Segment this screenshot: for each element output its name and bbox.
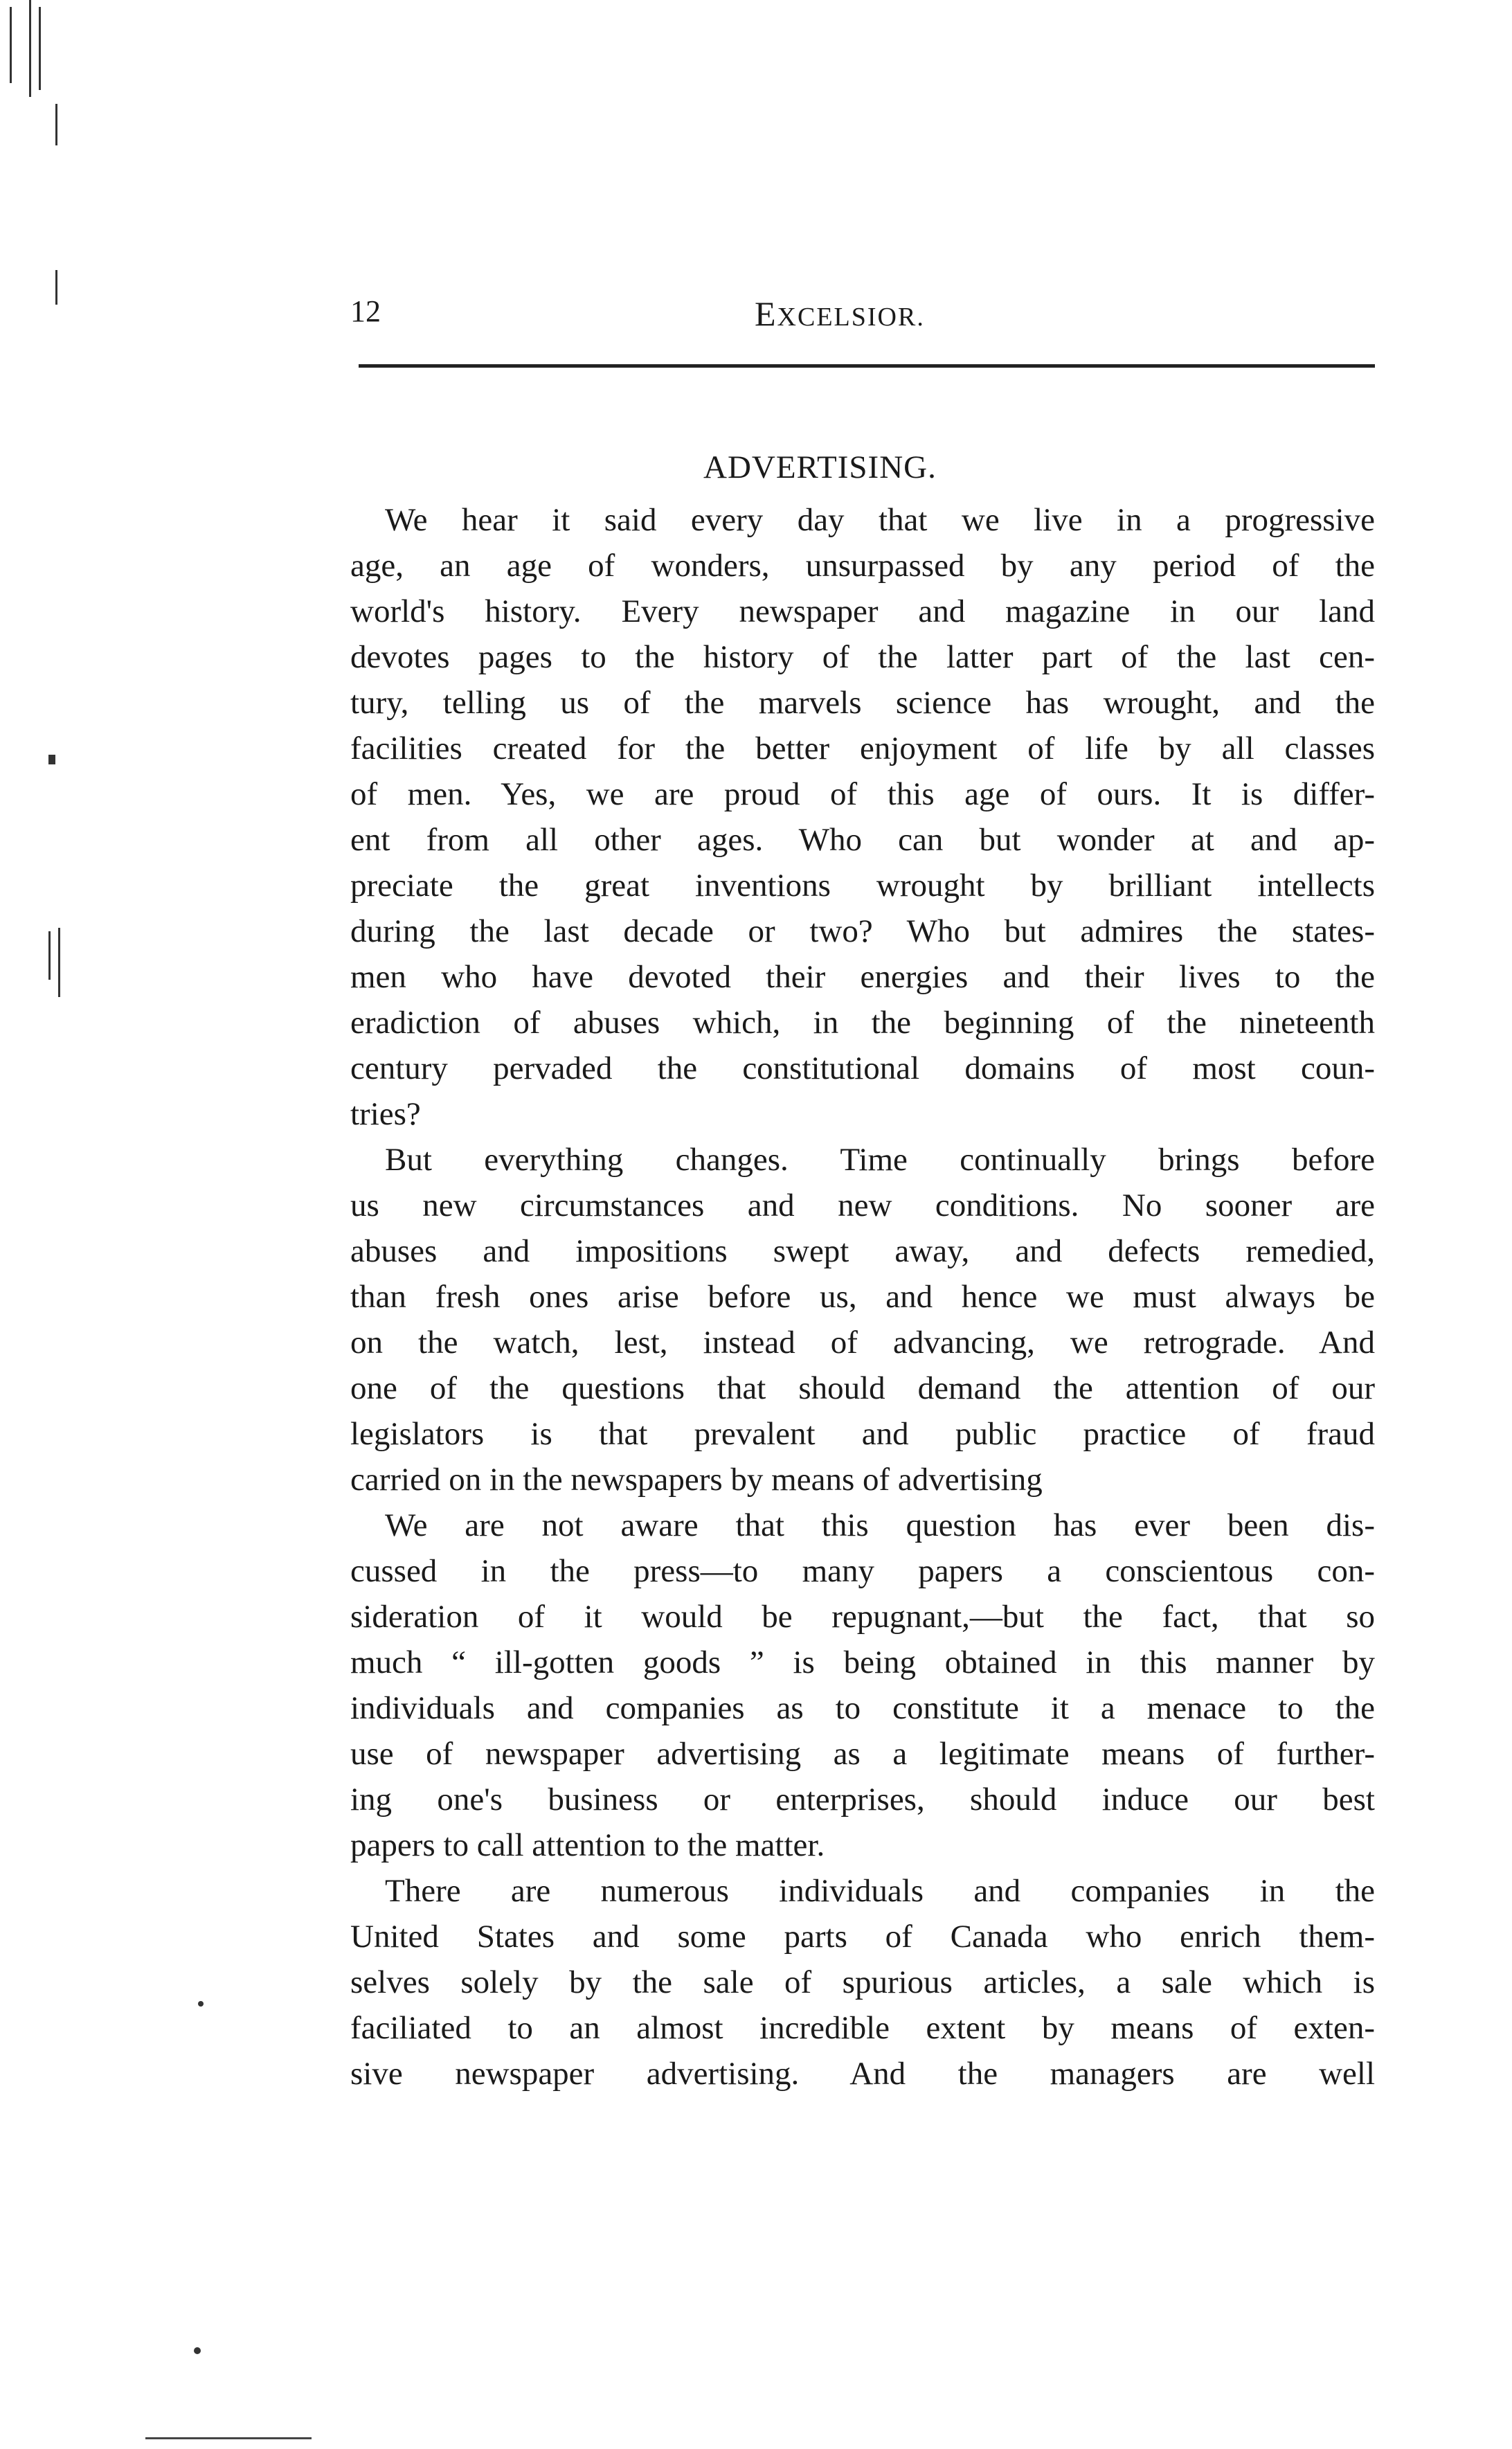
running-head-initial: E: [755, 294, 777, 333]
scan-mark: [55, 270, 57, 305]
text-line: age, an age of wonders, unsurpassed by any period of the: [350, 548, 1375, 584]
text-line: century pervaded the constitutional domains of most coun-: [350, 1050, 1375, 1086]
text-line: much “ ill-gotten goods ” is being obtained in this manner by: [350, 1644, 1375, 1680]
text-line: during the last decade or two? Who but admires the states-: [350, 913, 1375, 949]
text-line: preciate the great inventions wrought by brilliant intellects: [350, 868, 1375, 904]
scan-mark: [55, 104, 57, 145]
article-body: [350, 497, 1375, 2097]
text-line: selves solely by the sale of spurious articles, a sale which is: [350, 1964, 1375, 2000]
text-line: But everything changes. Time continually brings before: [385, 1142, 1375, 1178]
text-line: facilities created for the better enjoyment of life by all classes: [350, 730, 1375, 766]
running-head: [755, 296, 925, 331]
scan-mark: [145, 2437, 312, 2439]
text-line: than fresh ones arise before us, and hence we must always be: [350, 1279, 1375, 1315]
text-line: men who have devoted their energies and their lives to the: [350, 959, 1375, 995]
text-line: individuals and companies as to constitute it a menace to the: [350, 1690, 1375, 1726]
text-line: carried on in the newspapers by means of advertising: [350, 1462, 1043, 1498]
text-line: ing one's business or enterprises, should induce our best: [350, 1782, 1375, 1818]
text-line: United States and some parts of Canada who enrich them-: [350, 1919, 1375, 1955]
text-line: We are not aware that this question has ever been dis-: [385, 1507, 1375, 1543]
text-line: abuses and impositions swept away, and defects remedied,: [350, 1233, 1375, 1269]
text-line: legislators is that prevalent and public practice of fraud: [350, 1416, 1375, 1452]
text-line: eradiction of abuses which, in the beginning of the nineteenth: [350, 1005, 1375, 1041]
text-line: us new circumstances and new conditions. No sooner are: [350, 1187, 1375, 1223]
running-head-rest: XCELSIOR.: [777, 303, 925, 332]
text-line: tries?: [350, 1096, 421, 1132]
text-line: on the watch, lest, instead of advancing, we retrograde. And: [350, 1325, 1375, 1361]
scan-mark: [39, 7, 41, 90]
text-line: faciliated to an almost incredible extent by means of exten-: [350, 2010, 1375, 2046]
header-rule: [359, 364, 1375, 368]
text-line: devotes pages to the history of the latter part of the last cen-: [350, 639, 1375, 675]
text-line: There are numerous individuals and companies in the: [385, 1873, 1375, 1909]
scan-mark: [10, 7, 12, 83]
text-line: use of newspaper advertising as a legitimate means of further-: [350, 1736, 1375, 1772]
scan-mark: [194, 2347, 201, 2354]
text-line: sive newspaper advertising. And the managers are well: [350, 2056, 1375, 2092]
text-line: We hear it said every day that we live in a progressive: [385, 502, 1375, 538]
scan-mark: [29, 0, 31, 97]
text-line: one of the questions that should demand the attention of our: [350, 1370, 1375, 1406]
scan-mark: [48, 931, 51, 980]
scan-mark: [198, 2001, 204, 2007]
scan-mark: [48, 755, 55, 764]
text-line: cussed in the press—to many papers a conscientous con-: [350, 1553, 1375, 1589]
text-line: papers to call attention to the matter.: [350, 1827, 825, 1863]
article-title: ADVERTISING.: [703, 449, 937, 485]
text-line: ent from all other ages. Who can but wonder at and ap-: [350, 822, 1375, 858]
text-line: sideration of it would be repugnant,—but the fact, that so: [350, 1599, 1375, 1635]
text-line: tury, telling us of the marvels science has wrought, and the: [350, 685, 1375, 721]
text-line: world's history. Every newspaper and magazine in our land: [350, 593, 1375, 629]
page-number: 12: [350, 294, 381, 328]
text-line: of men. Yes, we are proud of this age of ours. It is differ-: [350, 776, 1375, 812]
scan-mark: [58, 928, 60, 997]
